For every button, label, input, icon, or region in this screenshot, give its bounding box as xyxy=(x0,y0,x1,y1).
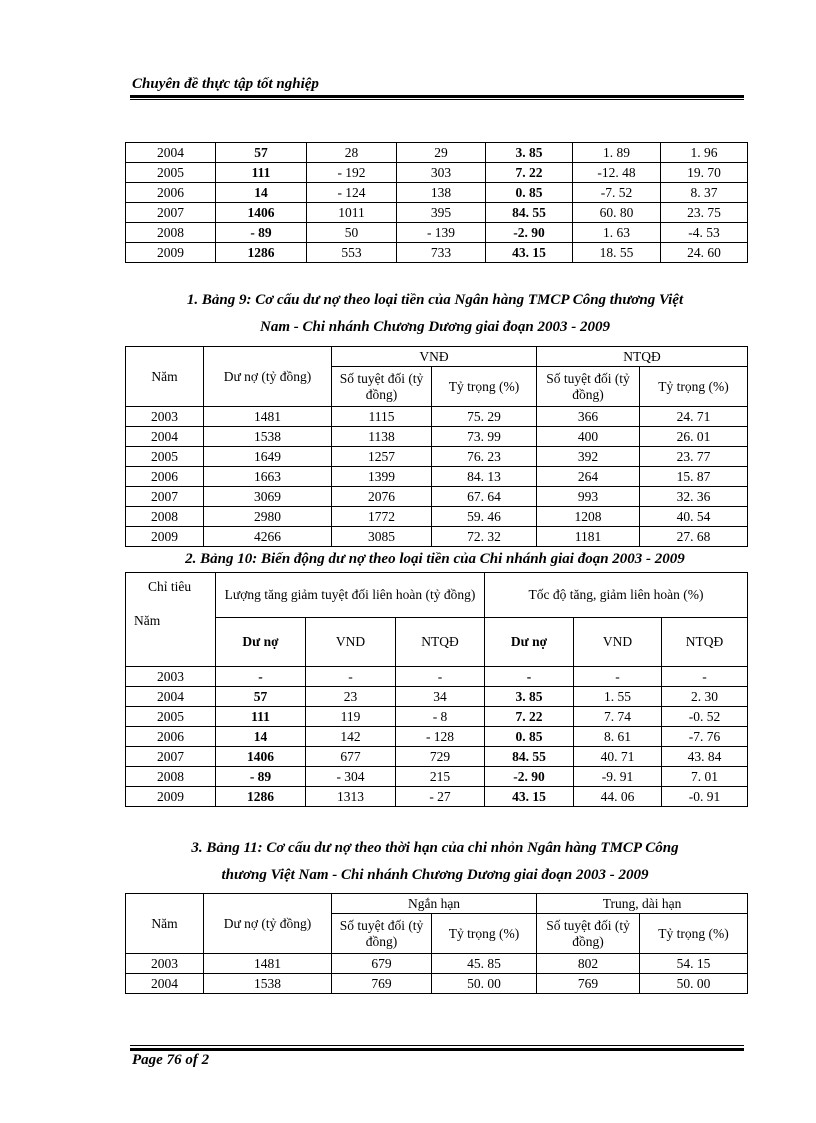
table-cell: 3. 85 xyxy=(485,687,574,707)
t10-header-balance-abs: Dư nợ xyxy=(216,618,306,667)
table-cell: 1399 xyxy=(332,467,432,487)
table-cell: -4. 53 xyxy=(661,223,748,243)
table-cell: 1538 xyxy=(204,427,332,447)
header-rule xyxy=(130,95,744,98)
table-cell: 2009 xyxy=(126,787,216,807)
table-cell: 2006 xyxy=(126,467,204,487)
table-cell: 1181 xyxy=(537,527,640,547)
table-cell: -2. 90 xyxy=(486,223,573,243)
table-cell: 8. 37 xyxy=(661,183,748,203)
table-cell: 23 xyxy=(306,687,396,707)
table-cell: 138 xyxy=(397,183,486,203)
table-cell: - xyxy=(216,667,306,687)
t9-header-vnd-abs: Số tuyệt đối (tỷ đồng) xyxy=(332,367,432,407)
table-cell: 2009 xyxy=(126,527,204,547)
table-cell: 43. 15 xyxy=(486,243,573,263)
table-cell: 769 xyxy=(537,974,640,994)
t10-header-indicator-year xyxy=(126,573,216,667)
table-cell: - xyxy=(485,667,574,687)
table-cell: 7. 22 xyxy=(485,707,574,727)
table-top-body xyxy=(126,143,748,263)
table-cell: 3085 xyxy=(332,527,432,547)
table-cell: 1406 xyxy=(216,203,307,223)
table-cell: 7. 74 xyxy=(574,707,662,727)
table-cell: 84. 13 xyxy=(432,467,537,487)
table-cell: 3069 xyxy=(204,487,332,507)
header-rule-thin xyxy=(130,99,744,100)
table-cell: 2004 xyxy=(126,974,204,994)
footer-rule xyxy=(130,1048,744,1051)
table-cell: 14 xyxy=(216,183,307,203)
table-cell: 27. 68 xyxy=(640,527,748,547)
table-cell: -2. 90 xyxy=(485,767,574,787)
table-cell: 400 xyxy=(537,427,640,447)
table-cell: 2008 xyxy=(126,507,204,527)
table-cell: 2008 xyxy=(126,767,216,787)
table-cell: 2076 xyxy=(332,487,432,507)
table-cell: 43. 15 xyxy=(485,787,574,807)
table-9-row xyxy=(126,527,748,547)
table-cell: 1257 xyxy=(332,447,432,467)
table-cell: 29 xyxy=(397,143,486,163)
table-cell: 24. 71 xyxy=(640,407,748,427)
table-top-row xyxy=(126,223,748,243)
table-cell: 7. 01 xyxy=(662,767,748,787)
table-top-row xyxy=(126,183,748,203)
table-cell: 1. 63 xyxy=(573,223,661,243)
caption-table-9 xyxy=(120,292,750,336)
table-cell: 45. 85 xyxy=(432,954,537,974)
table-cell: 1538 xyxy=(204,974,332,994)
table-cell: 2005 xyxy=(126,447,204,467)
table-cell: 802 xyxy=(537,954,640,974)
table-cell: 2006 xyxy=(126,727,216,747)
table-cell: 733 xyxy=(397,243,486,263)
table-cell: 1208 xyxy=(537,507,640,527)
table-cell: 32. 36 xyxy=(640,487,748,507)
table-cell: 395 xyxy=(397,203,486,223)
footer-page-number: Page 76 of 2 xyxy=(132,1052,210,1068)
t9-header-balance: Dư nợ (tỷ đồng) xyxy=(204,347,332,407)
table-9-row xyxy=(126,427,748,447)
table-cell: 1115 xyxy=(332,407,432,427)
table-cell: 57 xyxy=(216,687,306,707)
table-cell: 1481 xyxy=(204,407,332,427)
table-cell: 75. 29 xyxy=(432,407,537,427)
table-cell: - 128 xyxy=(396,727,485,747)
t11-header-long-abs: Số tuyệt đối (tỷ đồng) xyxy=(537,914,640,954)
table-10-body xyxy=(126,667,748,807)
table-cell: 2004 xyxy=(126,427,204,447)
t9-header-vnd: VNĐ xyxy=(332,347,537,367)
table-10-row xyxy=(126,667,748,687)
table-cell: 2009 xyxy=(126,243,216,263)
table-9-body xyxy=(126,407,748,547)
table-cell: 2. 30 xyxy=(662,687,748,707)
table-cell: 2003 xyxy=(126,954,204,974)
table-cell: 2008 xyxy=(126,223,216,243)
table-cell: - 8 xyxy=(396,707,485,727)
table-cell: 23. 77 xyxy=(640,447,748,467)
table-cell: 40. 54 xyxy=(640,507,748,527)
table-cell: -0. 91 xyxy=(662,787,748,807)
table-cell: 1772 xyxy=(332,507,432,527)
table-11 xyxy=(125,893,748,994)
caption-table-9-line2: Nam - Chi nhánh Chương Dương giai đoạn 2003 - 2009 xyxy=(260,319,610,335)
table-cell: -12. 48 xyxy=(573,163,661,183)
t11-header-short-share: Tỷ trọng (%) xyxy=(432,914,537,954)
table-top-row xyxy=(126,243,748,263)
table-cell: - 27 xyxy=(396,787,485,807)
table-cell: 111 xyxy=(216,163,307,183)
table-cell: 28 xyxy=(307,143,397,163)
table-cell: 2005 xyxy=(126,163,216,183)
table-cell: -0. 52 xyxy=(662,707,748,727)
table-cell: 1406 xyxy=(216,747,306,767)
table-cell: - xyxy=(396,667,485,687)
table-cell: 50. 00 xyxy=(640,974,748,994)
table-cell: 23. 75 xyxy=(661,203,748,223)
table-cell: - 304 xyxy=(306,767,396,787)
table-11-row xyxy=(126,954,748,974)
table-cell: 7. 22 xyxy=(486,163,573,183)
table-cell: 2003 xyxy=(126,407,204,427)
table-9 xyxy=(125,346,748,547)
caption-table-11-line2: thương Việt Nam - Chi nhánh Chương Dương giai đoạn 2003 - 2009 xyxy=(221,867,649,883)
t9-header-ntqd-share: Tỷ trọng (%) xyxy=(640,367,748,407)
table-cell: 111 xyxy=(216,707,306,727)
caption-table-11-line1: 3. Bảng 11: Cơ cấu dư nợ theo thời hạn của chi nhỏn Ngân hàng TMCP Công xyxy=(191,840,679,856)
table-cell: 2980 xyxy=(204,507,332,527)
table-cell: 3. 85 xyxy=(486,143,573,163)
table-cell: 366 xyxy=(537,407,640,427)
table-10-row xyxy=(126,787,748,807)
table-9-row xyxy=(126,487,748,507)
table-cell: 19. 70 xyxy=(661,163,748,183)
table-cell: 50 xyxy=(307,223,397,243)
table-cell: 43. 84 xyxy=(662,747,748,767)
table-cell: - xyxy=(306,667,396,687)
table-11-row xyxy=(126,974,748,994)
table-cell: 14 xyxy=(216,727,306,747)
table-10-row xyxy=(126,687,748,707)
table-cell: 40. 71 xyxy=(574,747,662,767)
table-cell: 2007 xyxy=(126,487,204,507)
t11-header-long-share: Tỷ trọng (%) xyxy=(640,914,748,954)
table-cell: - 89 xyxy=(216,223,307,243)
table-cell: 729 xyxy=(396,747,485,767)
table-cell: - 124 xyxy=(307,183,397,203)
table-cell: 84. 55 xyxy=(485,747,574,767)
caption-table-11 xyxy=(120,840,750,884)
t9-header-ntqd: NTQĐ xyxy=(537,347,748,367)
t10-header-balance-rate: Dư nợ xyxy=(485,618,574,667)
table-cell: 84. 55 xyxy=(486,203,573,223)
t10-header-vnd-abs: VND xyxy=(306,618,396,667)
table-cell: 54. 15 xyxy=(640,954,748,974)
table-cell: 73. 99 xyxy=(432,427,537,447)
table-cell: 59. 46 xyxy=(432,507,537,527)
table-cell: 8. 61 xyxy=(574,727,662,747)
t11-header-short-abs: Số tuyệt đối (tỷ đồng) xyxy=(332,914,432,954)
table-cell: 303 xyxy=(397,163,486,183)
table-cell: - xyxy=(662,667,748,687)
table-top-row xyxy=(126,203,748,223)
table-cell: 2003 xyxy=(126,667,216,687)
caption-table-10 xyxy=(120,551,750,568)
caption-table-10-line1: 2. Bảng 10: Biến động dư nợ theo loại tiền của Chi nhánh giai đoạn 2003 - 2009 xyxy=(185,551,685,567)
table-cell: 993 xyxy=(537,487,640,507)
table-cell: 1649 xyxy=(204,447,332,467)
header-title: Chuyên đề thực tập tốt nghiệp xyxy=(132,76,319,92)
table-cell: 1286 xyxy=(216,243,307,263)
table-cell: 24. 60 xyxy=(661,243,748,263)
table-cell: 1313 xyxy=(306,787,396,807)
t9-header-year: Năm xyxy=(126,347,204,407)
table-cell: 553 xyxy=(307,243,397,263)
table-cell: 2006 xyxy=(126,183,216,203)
table-cell: 1. 55 xyxy=(574,687,662,707)
t11-header-balance: Dư nợ (tỷ đồng) xyxy=(204,894,332,954)
table-cell: - 89 xyxy=(216,767,306,787)
table-9-row xyxy=(126,467,748,487)
table-cell: 76. 23 xyxy=(432,447,537,467)
footer-rule-thin xyxy=(130,1045,744,1046)
t10-header-abs-change: Lượng tăng giảm tuyệt đối liên hoàn (tỷ đồng) xyxy=(216,573,485,618)
table-cell: 26. 01 xyxy=(640,427,748,447)
table-cell: 18. 55 xyxy=(573,243,661,263)
table-10-row xyxy=(126,747,748,767)
table-cell: - 139 xyxy=(397,223,486,243)
table-cell: 67. 64 xyxy=(432,487,537,507)
t10-header-year: Năm xyxy=(134,613,161,628)
table-cell: 15. 87 xyxy=(640,467,748,487)
table-cell: 1138 xyxy=(332,427,432,447)
table-9-row xyxy=(126,447,748,467)
table-9-row xyxy=(126,407,748,427)
table-cell: 2004 xyxy=(126,143,216,163)
table-cell: 392 xyxy=(537,447,640,467)
table-cell: 1. 89 xyxy=(573,143,661,163)
table-cell: 1286 xyxy=(216,787,306,807)
t11-header-year: Năm xyxy=(126,894,204,954)
t10-header-rate-change: Tốc độ tăng, giảm liên hoàn (%) xyxy=(485,573,748,618)
t11-header-short: Ngắn hạn xyxy=(332,894,537,914)
table-cell: 34 xyxy=(396,687,485,707)
table-cell: 60. 80 xyxy=(573,203,661,223)
table-cell: 2007 xyxy=(126,747,216,767)
table-cell: 769 xyxy=(332,974,432,994)
table-cell: 264 xyxy=(537,467,640,487)
table-cell: 2005 xyxy=(126,707,216,727)
table-top-row xyxy=(126,163,748,183)
table-cell: 0. 85 xyxy=(486,183,573,203)
table-cell: 679 xyxy=(332,954,432,974)
table-10-row xyxy=(126,707,748,727)
table-cell: 1. 96 xyxy=(661,143,748,163)
table-cell: -7. 52 xyxy=(573,183,661,203)
t11-header-long: Trung, dài hạn xyxy=(537,894,748,914)
t9-header-ntqd-abs: Số tuyệt đối (tỷ đồng) xyxy=(537,367,640,407)
t10-header-indicator: Chỉ tiêu xyxy=(148,579,192,594)
table-cell: 72. 32 xyxy=(432,527,537,547)
table-cell: 2004 xyxy=(126,687,216,707)
table-cell: -9. 91 xyxy=(574,767,662,787)
table-cell: 215 xyxy=(396,767,485,787)
table-cell: 1481 xyxy=(204,954,332,974)
t9-header-vnd-share: Tỷ trọng (%) xyxy=(432,367,537,407)
table-cell: 0. 85 xyxy=(485,727,574,747)
t10-header-ntqd-rate: NTQĐ xyxy=(662,618,748,667)
table-9-row xyxy=(126,507,748,527)
table-cell: 1011 xyxy=(307,203,397,223)
table-top-row xyxy=(126,143,748,163)
table-10-row xyxy=(126,727,748,747)
table-10 xyxy=(125,572,748,807)
table-cell: 44. 06 xyxy=(574,787,662,807)
table-10-row xyxy=(126,767,748,787)
table-cell: - 192 xyxy=(307,163,397,183)
table-cell: 142 xyxy=(306,727,396,747)
caption-table-9-line1: 1. Bảng 9: Cơ cấu dư nợ theo loại tiền của Ngân hàng TMCP Công thương Việt xyxy=(186,292,684,308)
t10-header-ntqd-abs: NTQĐ xyxy=(396,618,485,667)
table-cell: 1663 xyxy=(204,467,332,487)
table-cell: 677 xyxy=(306,747,396,767)
table-cell: 4266 xyxy=(204,527,332,547)
table-cell: 50. 00 xyxy=(432,974,537,994)
table-cell: 57 xyxy=(216,143,307,163)
table-cell: - xyxy=(574,667,662,687)
t10-header-vnd-rate: VND xyxy=(574,618,662,667)
table-cell: 119 xyxy=(306,707,396,727)
table-cell: 2007 xyxy=(126,203,216,223)
table-11-body xyxy=(126,954,748,994)
table-top xyxy=(125,142,748,263)
table-cell: -7. 76 xyxy=(662,727,748,747)
